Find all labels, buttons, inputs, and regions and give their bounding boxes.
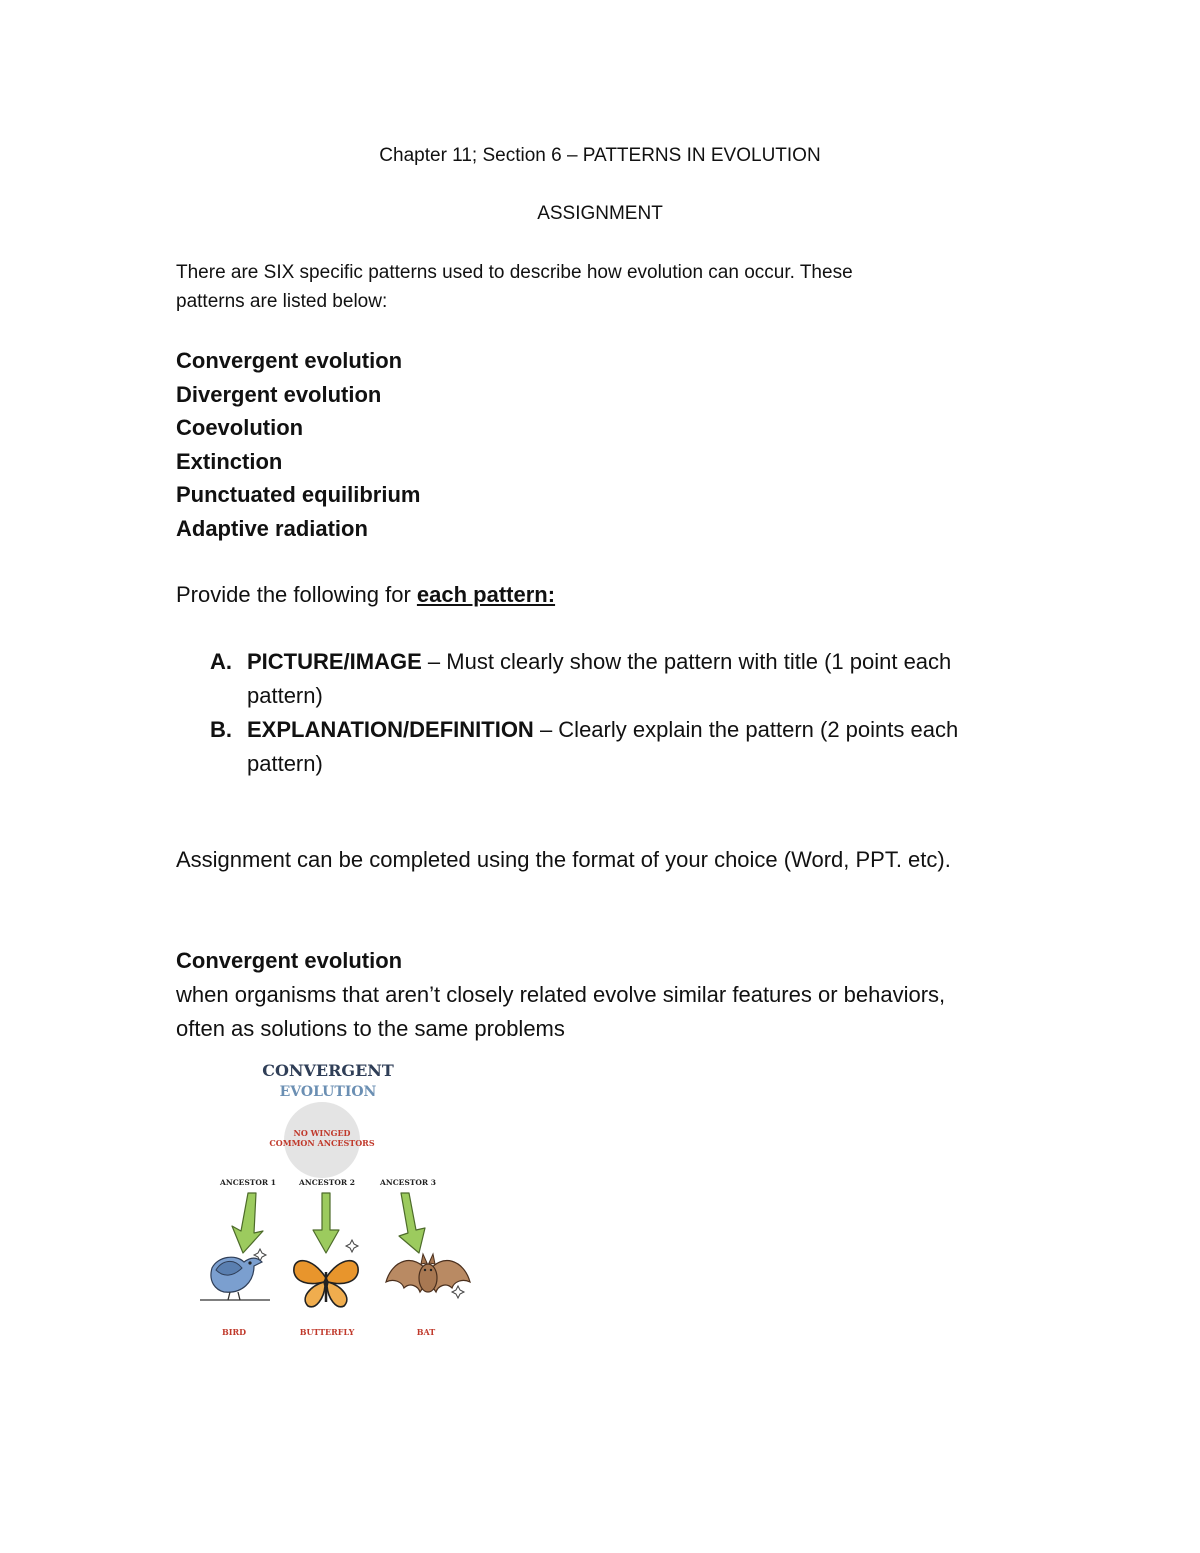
pattern-item: Adaptive radiation (176, 515, 368, 541)
requirement-label: EXPLANATION/DEFINITION (247, 717, 534, 742)
intro-line-1: There are SIX specific patterns used to describe how evolution can occur. These (176, 262, 853, 283)
arrow-icon (313, 1193, 339, 1253)
arrow-icon (232, 1193, 263, 1253)
convergent-evolution-figure (196, 1050, 486, 1346)
arrow-icon (399, 1193, 425, 1253)
ancestor-label-1: ANCESTOR 1 (220, 1178, 276, 1187)
requirements-list (210, 645, 1010, 781)
figure-title: CONVERGENT (262, 1061, 394, 1080)
requirement-item (210, 713, 1010, 781)
intro-paragraph (176, 258, 1016, 316)
pattern-item: Divergent evolution (176, 381, 382, 407)
pattern-item: Convergent evolution (176, 348, 403, 373)
intro-line-2: patterns are listed below: (176, 291, 388, 312)
bird-icon (200, 1257, 270, 1300)
pattern-item: Extinction (176, 448, 283, 474)
document-subtitle: ASSIGNMENT (537, 203, 663, 224)
provide-text: Provide the following for (176, 582, 417, 607)
provide-emphasis: each pattern: (416, 582, 556, 607)
requirement-label: PICTURE/IMAGE (247, 649, 422, 674)
butterfly-icon (294, 1261, 358, 1307)
organism-label-bat: BAT (416, 1327, 436, 1337)
format-note: Assignment can be completed using the format of your choice (Word, PPT. etc). (176, 847, 951, 872)
section-heading: Convergent evolution (176, 948, 403, 973)
requirement-item (210, 645, 1010, 713)
circle-label-line-2: COMMON ANCESTORS (269, 1138, 375, 1148)
ancestor-label-3: ANCESTOR 3 (380, 1178, 436, 1187)
figure-subtitle: EVOLUTION (279, 1084, 377, 1100)
document-title: Chapter 11; Section 6 – PATTERNS IN EVOLUTION (379, 145, 821, 166)
ancestor-label-2: ANCESTOR 2 (299, 1178, 355, 1187)
provide-instruction (176, 579, 1016, 611)
organism-label-butterfly: BUTTERFLY (299, 1327, 355, 1337)
organism-label-bird: BIRD (221, 1327, 247, 1337)
pattern-item: Coevolution (176, 415, 304, 440)
circle-label-line-1: NO WINGED (293, 1128, 351, 1138)
requirement-text: – Clearly explain the pattern (2 points each pattern) (247, 717, 959, 776)
pattern-list (176, 344, 1016, 545)
section-definition: when organisms that aren’t closely related evolve similar features or behaviors, often as solutions to the same problems (176, 982, 946, 1041)
pattern-item: Punctuated equilibrium (176, 482, 421, 507)
requirement-marker: B. (210, 717, 232, 742)
requirement-text: – Must clearly show the pattern with title (1 point each pattern) (247, 649, 952, 708)
requirement-marker: A. (210, 649, 232, 674)
